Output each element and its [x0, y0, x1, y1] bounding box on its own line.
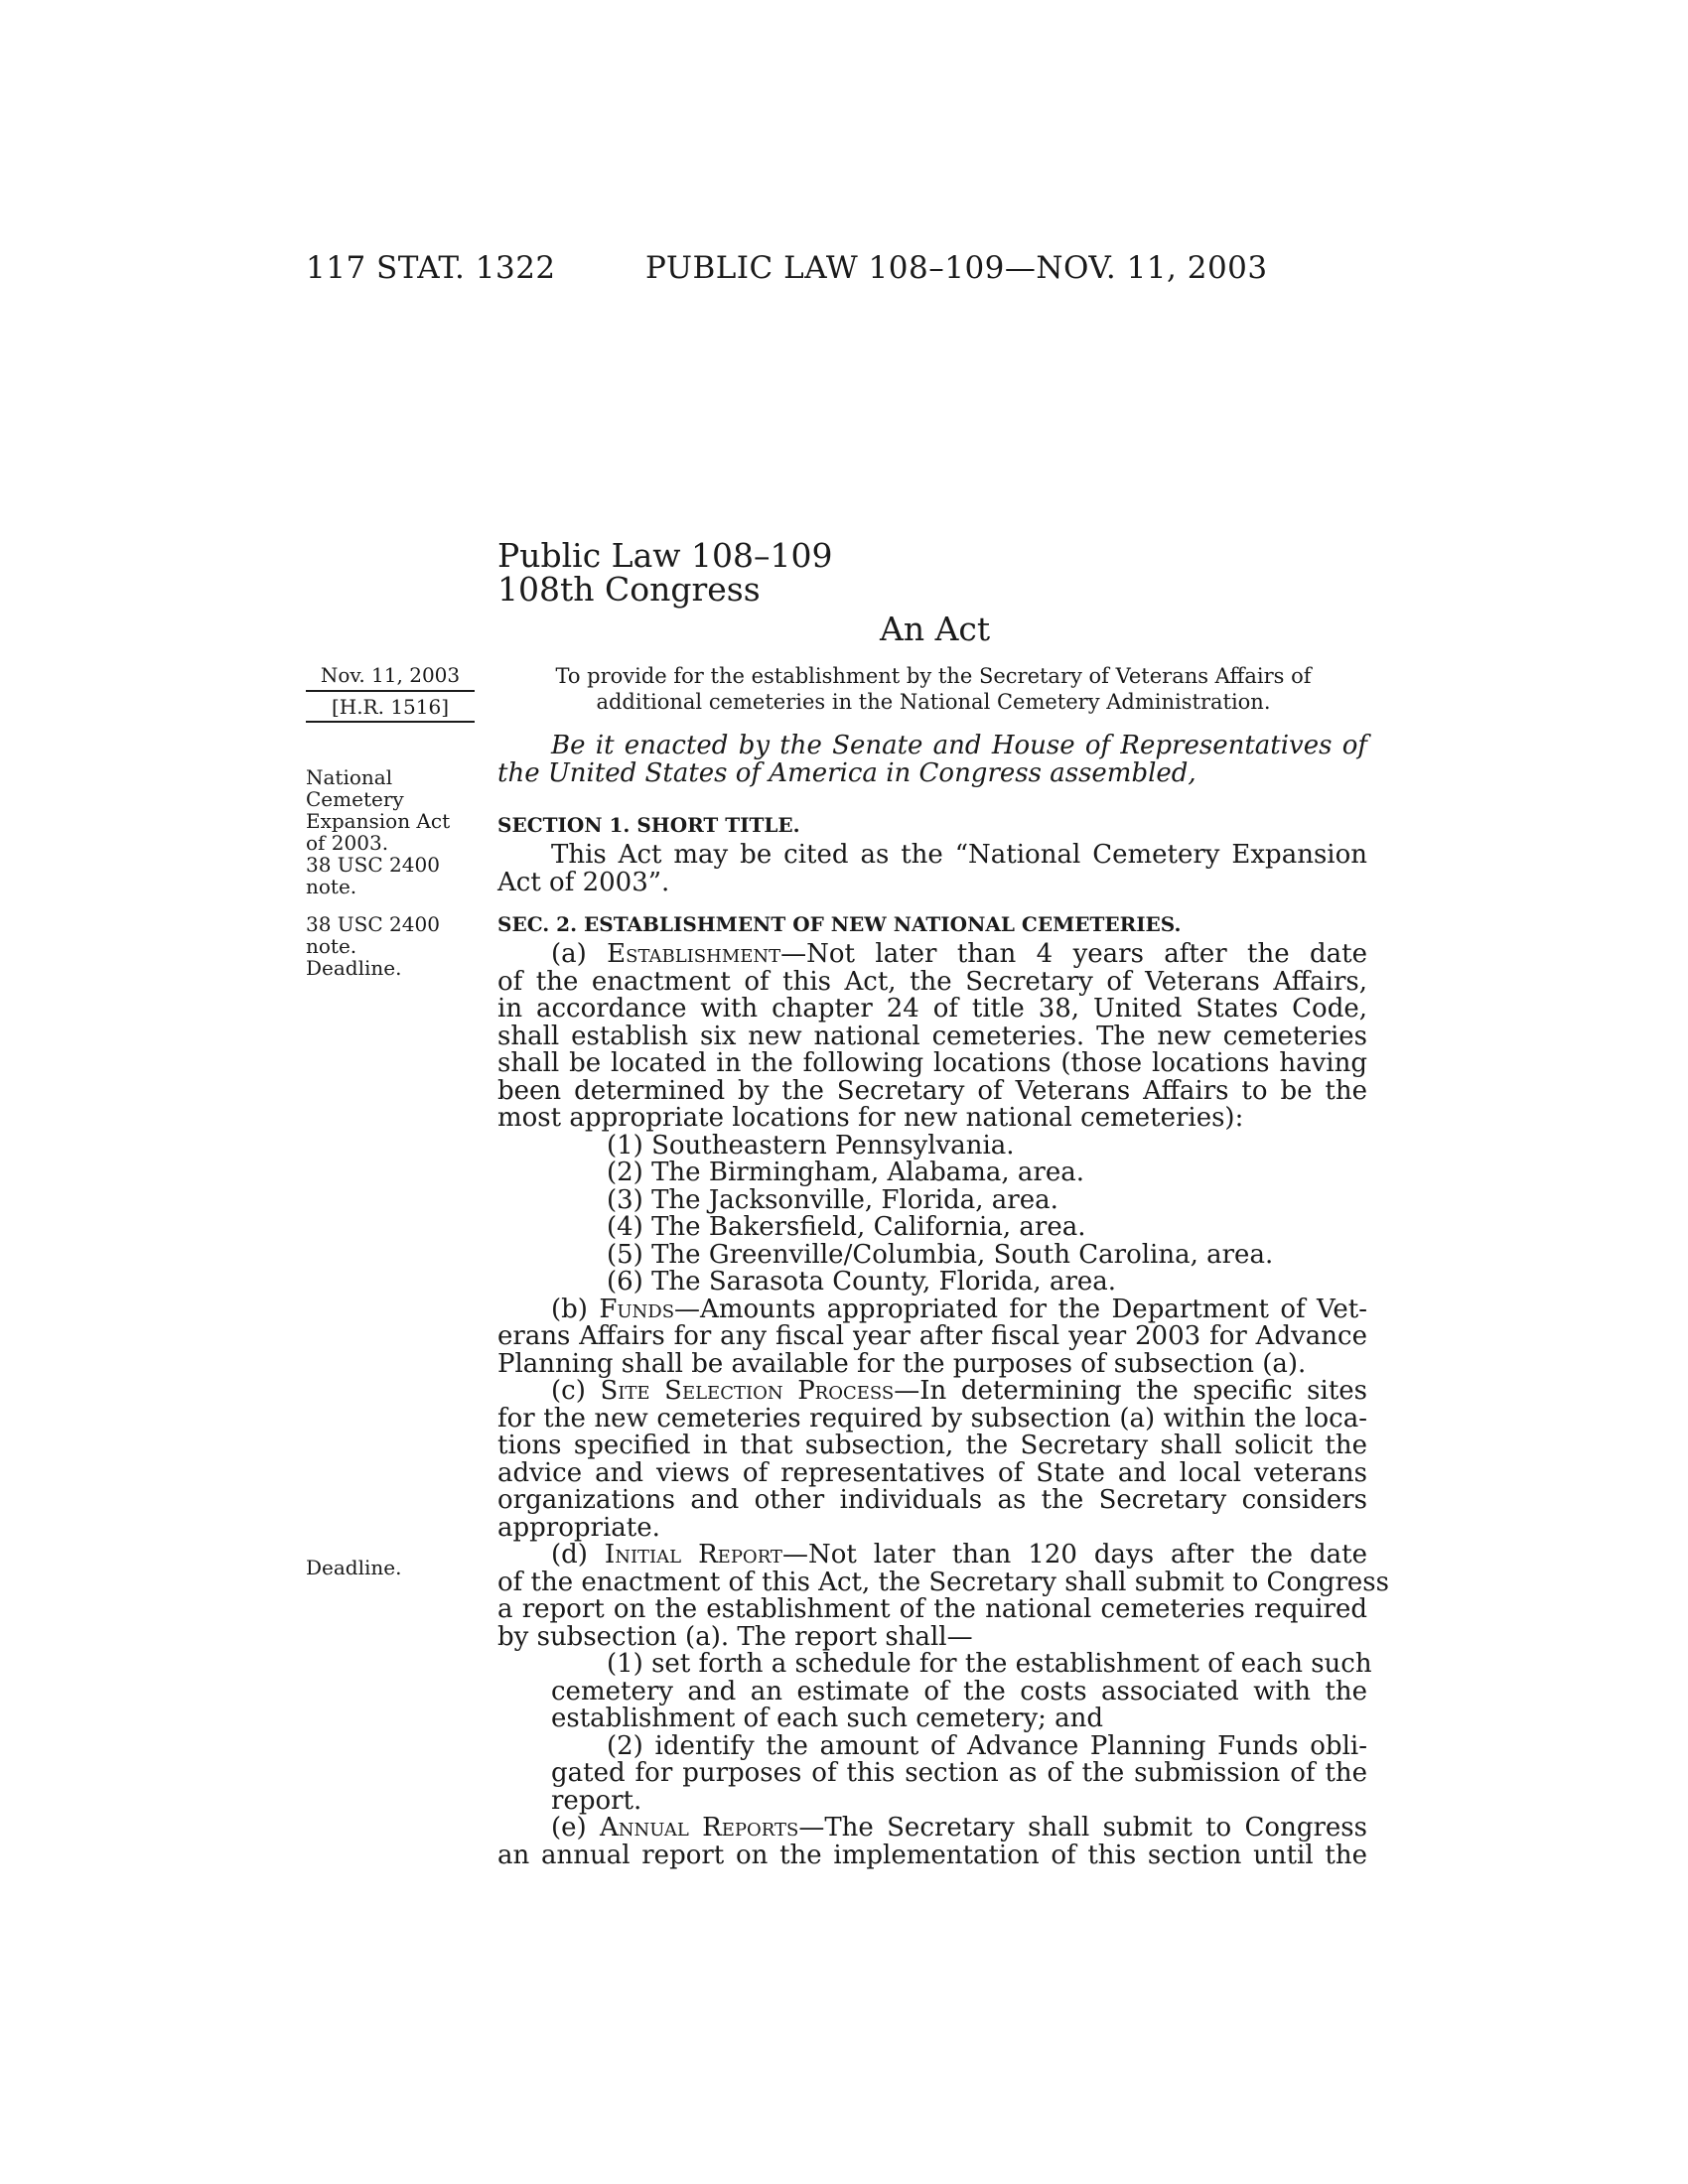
margin-note-short-title: National Cemetery Expansion Act of 2003. 38 USC 2400 note. [306, 765, 451, 898]
law-number: Public Law 108–109 [497, 536, 833, 575]
bill-rule [306, 721, 475, 723]
subsection-a: (a) Establishment—Not later than 4 years after the date [551, 939, 1367, 969]
margin-note-section2: 38 USC 2400 note. Deadline. [306, 912, 440, 980]
location-item: (5) The Greenville/Columbia, South Carolina, area. [607, 1239, 1274, 1270]
margin-note-deadline: Deadline. [306, 1556, 402, 1579]
enacting-clause: Be it enacted by the Senate and House of Representatives of the United States of America in Congress assembled, [497, 731, 1367, 788]
section1-text: This Act may be cited as the “National Cemetery Expansion Act of 2003”. [497, 840, 1367, 897]
section2-body: (a) Establishment—Not later than 4 years after the date of the enactment of this Act, the Secretary of Veterans Affairs, in accordance with chapter 24 of title 38, United States Code, shall establish six new national cemeteries. The new cemeteries shall be located in the following locations (those locations having been determined by the Secretary of Veterans Affairs to be the most appropriate locations for new national cemeteries): (1) Southeastern Pennsylvania. (2) The Birmingham, Alabama, area. (3) The Jacksonville, Florida, area. (4) The Bakersfield, California, area. (5) The Greenville/Columbia, South Carolina, area. (6) The Sarasota County, Florida, area. (b) Funds—Amounts appropriated for the Department of Vet- erans Affairs for any fiscal year after fiscal year 2003 for Advance Planning shall be available for the purposes of subsection (a). (c) Site Selection Process—In determining the specific sites for the new cemeteries required by subsection (a) within the loca- tions specified in that subsection, the Secretary shall solicit the advice and views of representatives of State and local veterans organizations and other individuals as the Secretary considers appropriate. (d) Initial Report—Not later than 120 days after the date of the enactment of this Act, the Secretary shall submit to Congress a report on the establishment of the national cemeteries required by subsection (a). The report shall— (1) set forth a schedule for the establishment of each such cemetery and an estimate of the costs associated with the establishment of each such cemetery; and (2) identify the amount of Advance Planning Funds obli- gated for purposes of this section as of the submission of the report. (e) Annual Reports—The Secretary shall submit to Congress an annual report on the implementation of this section until the [497, 939, 1389, 1870]
location-item: (6) The Sarasota County, Florida, area. [607, 1267, 1117, 1297]
date-rule [306, 690, 475, 692]
subsection-e: (e) Annual Reports—The Secretary shall submit to Congress [551, 1813, 1367, 1843]
act-heading: An Act [880, 610, 991, 648]
section1-heading: SECTION 1. SHORT TITLE. [497, 813, 800, 837]
congress: 108th Congress [497, 570, 761, 609]
running-title: PUBLIC LAW 108–109—NOV. 11, 2003 [645, 250, 1268, 286]
bill-number: [H.R. 1516] [331, 695, 450, 719]
report-item-2: (2) identify the amount of Advance Planning Funds obli- [607, 1730, 1367, 1761]
subsection-d: (d) Initial Report—Not later than 120 days after the date [551, 1540, 1367, 1570]
report-item-1: (1) set forth a schedule for the establishment of each such [607, 1649, 1372, 1679]
location-item: (4) The Bakersfield, California, area. [607, 1212, 1086, 1242]
location-item: (2) The Birmingham, Alabama, area. [607, 1158, 1084, 1187]
subsection-c: (c) Site Selection Process—In determining the specific sites [551, 1376, 1367, 1406]
section2-heading: SEC. 2. ESTABLISHMENT OF NEW NATIONAL CEMETERIES. [497, 912, 1182, 936]
act-purpose: To provide for the establishment by the Secretary of Veterans Affairs of additional cemeteries in the National Cemetery Administration. [555, 664, 1312, 714]
location-item: (3) The Jacksonville, Florida, area. [607, 1184, 1058, 1215]
subsection-b: (b) Funds—Amounts appropriated for the Department of Vet- [551, 1294, 1367, 1324]
page-stat-number: 117 STAT. 1322 [306, 250, 556, 286]
location-item: (1) Southeastern Pennsylvania. [607, 1130, 1015, 1160]
enactment-date: Nov. 11, 2003 [320, 663, 461, 687]
